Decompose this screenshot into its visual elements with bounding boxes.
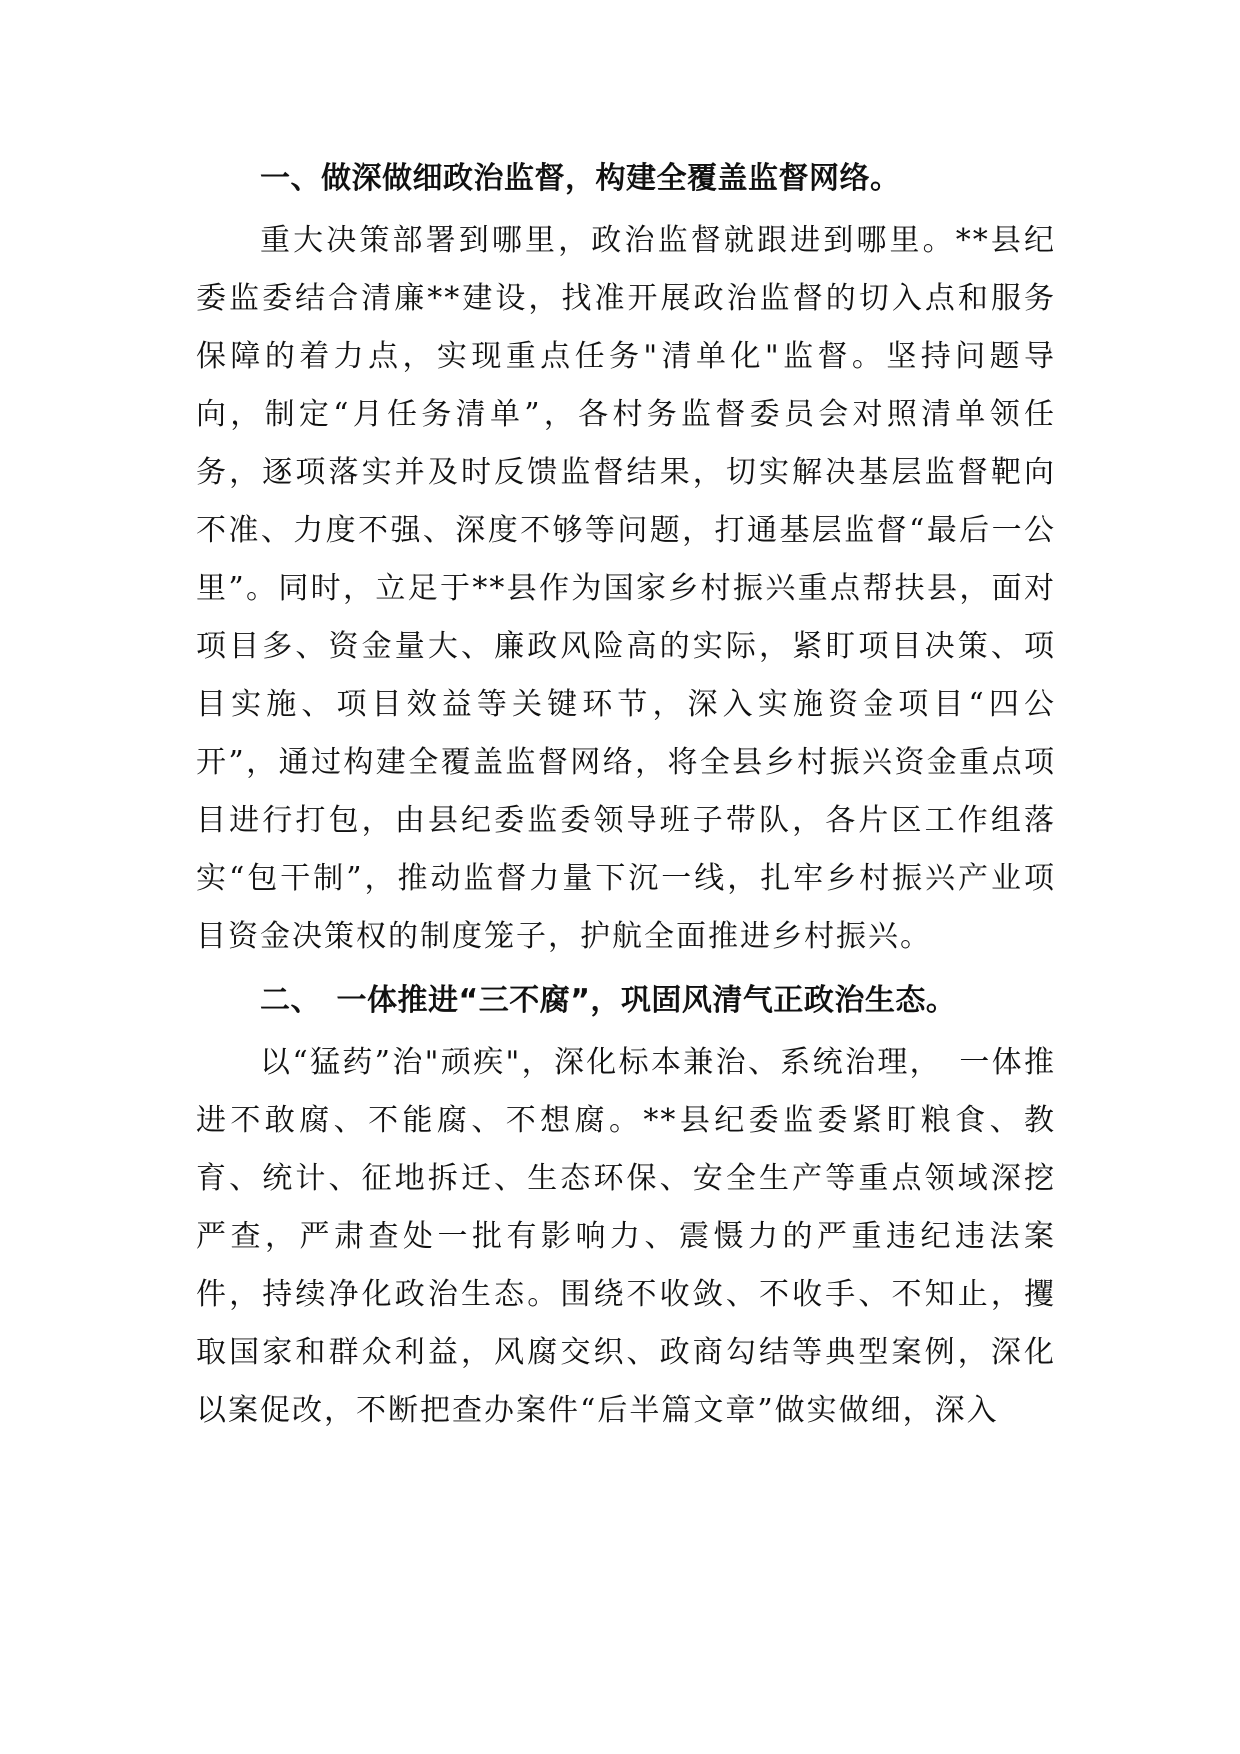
section-paragraph-2: 以“猛药”治"顽疾"，深化标本兼治、系统治理， 一体推进不敢腐、不能腐、不想腐。**县纪委监委紧盯粮食、教育、统计、征地拆迁、生态环保、安全生产等重点领域深挖严查，严肃查处一批有影响力、震慑力的严重违纪违法案件，持续净化政治生态。围绕不收敛、不收手、不知止，攫取国家和群众利益，风腐交织、政商勾结等典型案例，深化以案促改，不断把查办案件“后半篇文章”做实做细，深入 [196, 1045, 1056, 1428]
section-paragraph-1: 重大决策部署到哪里，政治监督就跟进到哪里。**县纪委监委结合清廉**建设，找准开展政治监督的切入点和服务保障的着力点，实现重点任务"清单化"监督。坚持问题导向，制定“月任务清单”，各村务监督委员会对照清单领任务，逐项落实并及时反馈监督结果，切实解决基层监督靶向不准、力度不强、深度不够等问题，打通基层监督“最后一公里”。同时，立足于**县作为国家乡村振兴重点帮扶县，面对项目多、资金量大、廉政风险高的实际，紧盯项目决策、项目实施、项目效益等关键环节，深入实施资金项目“四公开”，通过构建全覆盖监督网络，将全县乡村振兴资金重点项目进行打包，由县纪委监委领导班子带队，各片区工作组落实“包干制”，推动监督力量下沉一线，扎牢乡村振兴产业项目资金决策权的制度笼子，护航全面推进乡村振兴。 [196, 223, 1056, 954]
section-heading-2: 二、 一体推进“三不腐”，巩固风清气正政治生态。 [260, 983, 957, 1018]
document-body [196, 154, 1056, 1440]
section-heading-1: 一、做深做细政治监督，构建全覆盖监督网络。 [260, 161, 901, 196]
